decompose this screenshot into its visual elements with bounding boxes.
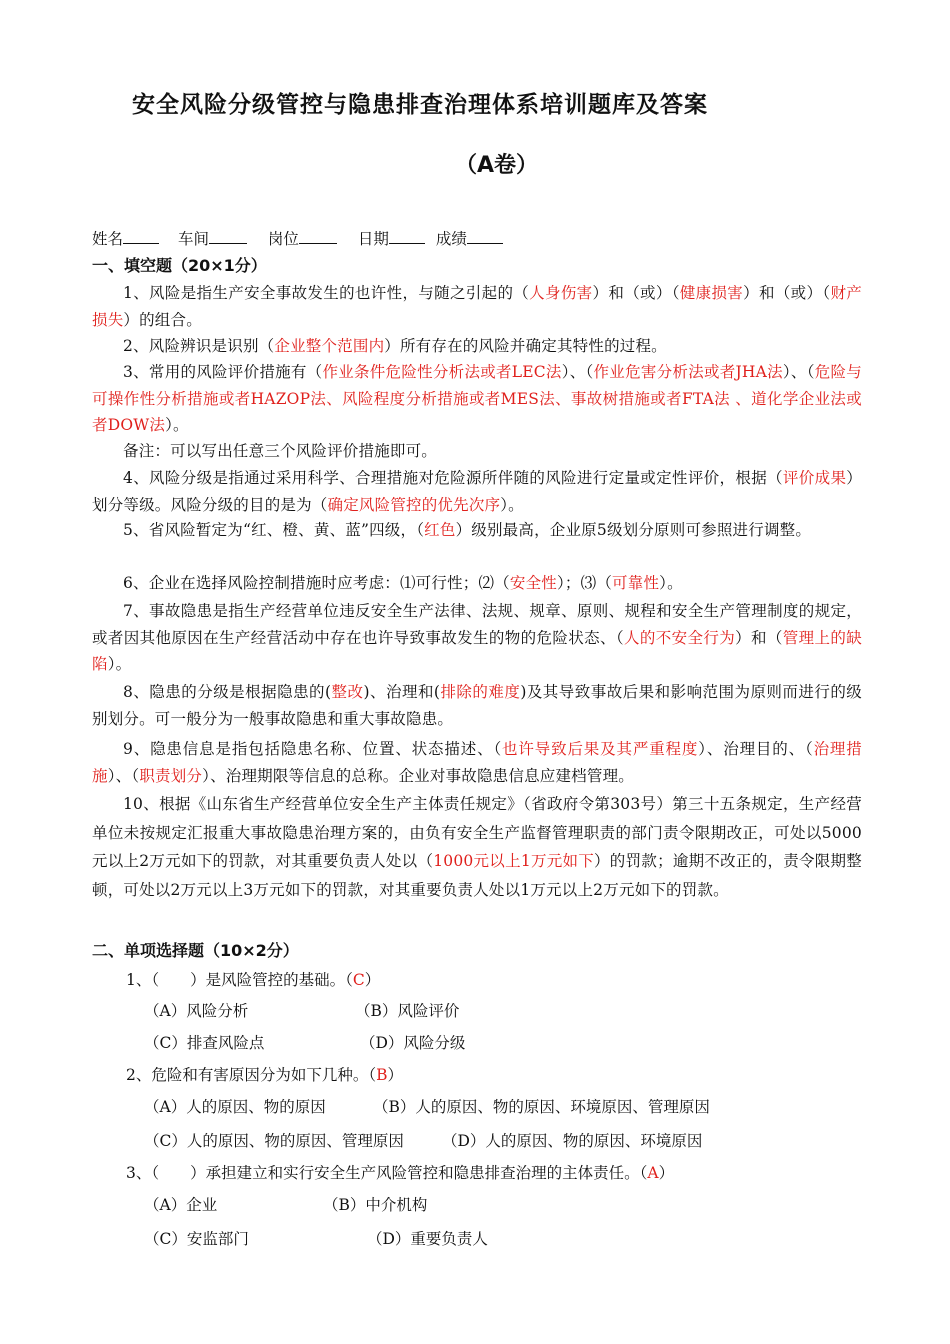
question-text: ） (387, 1066, 404, 1084)
name-label: 姓名 (92, 230, 124, 248)
option-d[interactable]: （D）人的原因、物的原因、环境原因 (442, 1132, 703, 1150)
question-text: 1、风险是指生产安全事故发生的也许性，与随之引起的（ (123, 284, 530, 302)
question-text: 9、隐患信息是指包括隐患名称、位置、状态描述、（ (123, 740, 503, 758)
answer: 红色 (424, 521, 456, 539)
post-blank[interactable] (299, 228, 337, 244)
fill-question-8 (92, 679, 862, 732)
choice-question-3 (126, 1161, 674, 1183)
question-text: 1、（ ）是风险管控的基础。（ (126, 971, 353, 989)
answer: 安全性 (509, 574, 557, 592)
answer: 健康损害 (679, 284, 744, 302)
option-d[interactable]: （D）风险分级 (360, 1034, 466, 1052)
section-single-choice-heading: 二、单项选择题（10×2分） (92, 941, 299, 960)
question-text: ） (658, 1164, 675, 1182)
fill-question-7 (92, 598, 862, 678)
document-subtitle: （A卷） (455, 153, 539, 178)
choice-question-2 (126, 1063, 403, 1085)
fill-question-2 (92, 333, 862, 360)
question-text: 10、根据《山东省生产经营单位安全生产主体责任规定》（省政府令第303号）第三十五条规定，生产经营单位未按规定汇报重大事故隐患治理方案的，由负有安全生产监督管理职责的部门责令限期改正，可处以5000元以上2万元如下的罚款，对其重要负责人处以（ (92, 795, 862, 870)
answer: A (647, 1164, 659, 1182)
question-text: ）和（或）（ (743, 284, 831, 302)
option-c[interactable]: （C）安监部门 (144, 1230, 249, 1248)
question-text: 7、事故隐患是指生产经营单位违反安全生产法律、法规、规章、原则、规程和安全生产管理制度的规定，或者因其他原因在生产经营活动中存在也许导致事故发生的物的危险状态、（ (92, 602, 862, 647)
workshop-blank[interactable] (209, 228, 247, 244)
score-label: 成绩 (435, 230, 467, 248)
answer: 作业条件危险性分析法或者LEC法 (322, 363, 562, 381)
answer: 排除的难度 (440, 683, 521, 701)
option-a[interactable]: （A）企业 (144, 1196, 218, 1214)
option-b[interactable]: （B）风险评价 (355, 1002, 460, 1020)
question-text: )、治理和( (363, 683, 441, 701)
option-a[interactable]: （A）人的原因、物的原因 (144, 1098, 326, 1116)
workshop-label: 车间 (177, 230, 209, 248)
answer: B (376, 1066, 388, 1084)
answer: 人的不安全行为 (624, 628, 736, 647)
question-text: ）、（ (107, 766, 140, 785)
question-text: 2、危险和有害原因分为如下几种。（ (126, 1066, 377, 1084)
question-text: ）、（ (561, 363, 594, 381)
answer: C (352, 971, 365, 989)
fill-question-1 (92, 280, 862, 333)
option-c[interactable]: （C）排查风险点 (144, 1034, 265, 1052)
fill-question-4 (92, 465, 862, 518)
answer: 评价成果 (782, 469, 847, 487)
post-label: 岗位 (267, 230, 299, 248)
date-label: 日期 (357, 230, 389, 248)
question-text: 2、风险辨识是识别（ (123, 337, 275, 355)
question-text: ）、治理期限等信息的总称。企业对事故隐患信息应建档管理。 (202, 766, 634, 785)
question-text: 4、风险分级是指通过采用科学、合理措施对危险源所伴随的风险进行定量或定性评价，根据（ (123, 469, 783, 487)
date-blank[interactable] (389, 228, 425, 244)
question-text: ）、治理目的、（ (698, 740, 814, 758)
question-text: 5、省风险暂定为“红、橙、黄、蓝”四级，（ (123, 521, 425, 539)
document-title: 安全风险分级管控与隐患排查治理体系培训题库及答案 (132, 92, 708, 118)
answer: 可靠性 (612, 574, 660, 592)
fill-note: 备注：可以写出任意三个风险评价措施即可。 (123, 442, 438, 460)
question-text: ）。 (500, 495, 524, 514)
question-text: ）。 (107, 655, 132, 673)
answer: 治理措施 (92, 740, 862, 785)
score-blank[interactable] (467, 228, 503, 244)
fill-question-3 (92, 359, 862, 439)
answer: 也许导致后果及其严重程度 (502, 740, 699, 758)
info-line (92, 227, 503, 249)
answer: 作业危害分析法或者JHA法 (593, 363, 783, 381)
fill-question-6 (92, 570, 862, 597)
name-blank[interactable] (123, 228, 159, 244)
answer: 人身伤害 (529, 284, 593, 302)
question-text: ）。 (165, 416, 189, 434)
fill-question-9 (92, 736, 862, 789)
option-b[interactable]: （B）中介机构 (323, 1196, 428, 1214)
answer: 管理上的缺陷 (92, 628, 862, 673)
answer: 确定风险管控的优先次序 (327, 495, 501, 514)
option-d[interactable]: （D）重要负责人 (367, 1230, 488, 1248)
fill-question-5 (92, 517, 862, 544)
answer: 危险与可操作性分析措施或者HAZOP法、风险程度分析措施或者MES法、事故树措施或者FTA法 、道化学企业法或者DOW法 (92, 363, 863, 434)
question-text: ） (364, 971, 381, 989)
question-text: )及其导致事故后果和影响范围为原则而进行的级别划分。可一般分为一般事故隐患和重大事故隐患。 (92, 683, 862, 728)
answer: 整改 (331, 683, 364, 701)
question-text: 6、企业在选择风险控制措施时应考虑：⑴可行性；⑵（ (123, 574, 510, 592)
answer: 企业整个范围内 (274, 337, 385, 355)
question-text: ）和（ (735, 628, 783, 647)
question-text: 8、隐患的分级是根据隐患的( (123, 683, 332, 701)
question-text: 3、（ ）承担建立和实行安全生产风险管控和隐患排查治理的主体责任。（ (126, 1164, 648, 1182)
question-text: 3、常用的风险评价措施有（ (123, 363, 323, 381)
question-text: ）的罚款；逾期不改正的，责令限期整顿，可处以2万元以上3万元如下的罚款，对其重要负责人处以1万元以上2万元如下的罚款。 (92, 852, 862, 899)
section-fill-in-heading: 一、填空题（20×1分） (92, 256, 267, 275)
question-text: ）和（或）（ (592, 284, 680, 302)
question-text: ）、（ (782, 363, 815, 381)
question-text: ）划分等级。风险分级的目的是为（ (92, 469, 862, 514)
choice-question-1 (126, 968, 380, 990)
option-b[interactable]: （B）人的原因、物的原因、环境原因、管理原因 (373, 1098, 710, 1116)
option-a[interactable]: （A）风险分析 (144, 1002, 249, 1020)
answer: 职责划分 (139, 766, 203, 785)
answer: 1000元以上1万元如下 (433, 852, 595, 870)
question-text: ）。 (659, 574, 683, 592)
option-c[interactable]: （C）人的原因、物的原因、管理原因 (144, 1132, 404, 1150)
question-text: ）级别最高，企业原5级划分原则可参照进行调整。 (455, 521, 812, 539)
fill-question-10 (92, 790, 862, 904)
question-text: ）所有存在的风险并确定其特性的过程。 (384, 337, 667, 355)
question-text: ）；⑶（ (556, 574, 613, 592)
question-text: ）的组合。 (123, 310, 202, 329)
answer: 财产损失 (92, 284, 862, 329)
